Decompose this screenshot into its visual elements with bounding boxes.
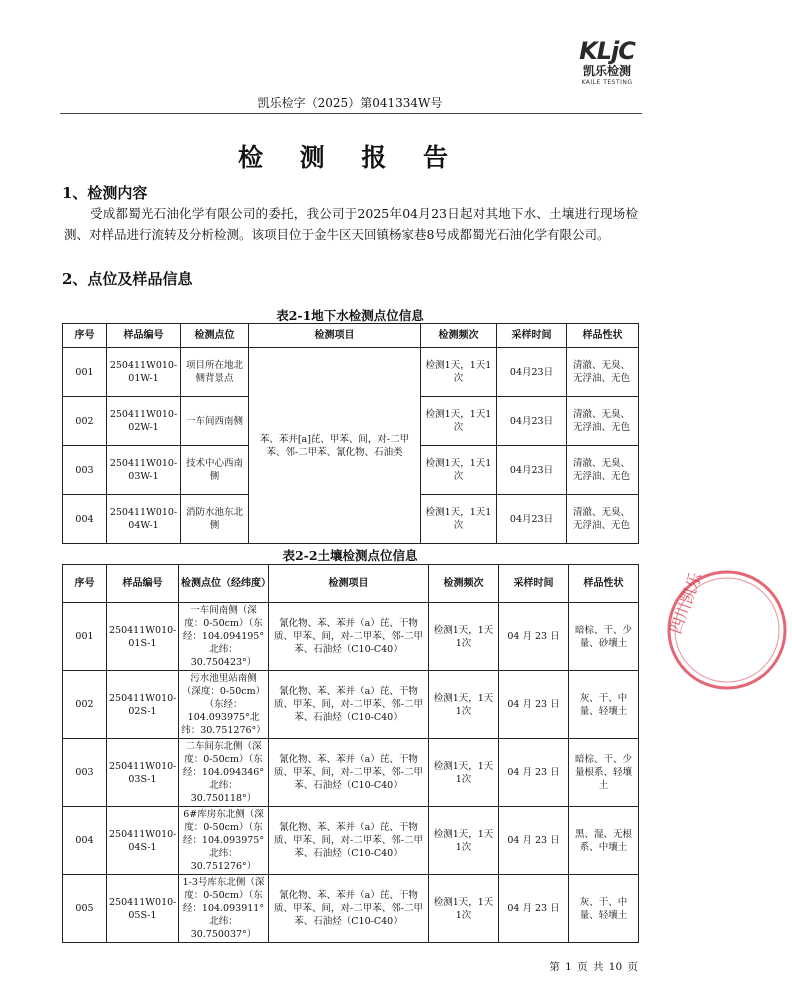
table-2-1-caption: 表2-1地下水检测点位信息 xyxy=(276,308,424,323)
cell-point: 一车间南侧（深度：0-50cm）（东经：104.094195°北纬：30.750423°） xyxy=(179,603,269,671)
cell-property: 清澈、无臭、无浮油、无色 xyxy=(567,495,639,544)
cell-sample-id: 250411W010-05S-1 xyxy=(107,875,179,943)
report-number: 凯乐检字（2025）第041334W号 xyxy=(257,96,443,110)
page-number: 第 1 页 共 10 页 xyxy=(549,961,638,973)
logo-english-name: KAILE TESTING xyxy=(581,79,633,86)
cell-date: 04月23日 xyxy=(497,348,567,397)
cell-frequency: 检测1天，1天1次 xyxy=(429,603,499,671)
cell-property: 暗棕、干、少量根系、轻壤土 xyxy=(569,739,639,807)
cell-no: 001 xyxy=(63,348,107,397)
cell-property: 清澈、无臭、无浮油、无色 xyxy=(567,446,639,495)
header-cell: 检测项目 xyxy=(269,565,429,603)
logo-mark: KLjC xyxy=(579,37,635,65)
cell-point: 6#库房东北侧（深度：0-50cm）（东经：104.093975°北纬：30.751276°） xyxy=(179,807,269,875)
cell-point: 项目所在地北侧背景点 xyxy=(181,348,249,397)
cell-date: 04 月 23 日 xyxy=(499,739,569,807)
cell-sample-id: 250411W010-03W-1 xyxy=(107,446,181,495)
cell-sample-id: 250411W010-02W-1 xyxy=(107,397,181,446)
cell-frequency: 检测1天，1天1次 xyxy=(429,875,499,943)
header-divider xyxy=(60,113,642,114)
cell-frequency: 检测1天，1天1次 xyxy=(429,739,499,807)
header-cell: 检测点位 xyxy=(181,324,249,348)
cell-sample-id: 250411W010-03S-1 xyxy=(107,739,179,807)
cell-property: 灰、干、中量、轻壤土 xyxy=(569,875,639,943)
header-cell: 样品性状 xyxy=(569,565,639,603)
section-2-heading: 2、点位及样品信息 xyxy=(62,270,193,288)
report-title: 检 测 报 告 xyxy=(237,143,463,172)
table-row xyxy=(63,739,639,807)
cell-items: 氰化物、苯、苯并（a）芘、干物质、甲苯、间，对-二甲苯、邻-二甲苯、石油烃（C10-C40） xyxy=(269,671,429,739)
cell-frequency: 检测1天，1天1次 xyxy=(429,807,499,875)
cell-frequency: 检测1天，1天1次 xyxy=(421,397,497,446)
cell-sample-id: 250411W010-04W-1 xyxy=(107,495,181,544)
cell-point: 技术中心西南侧 xyxy=(181,446,249,495)
cell-date: 04月23日 xyxy=(497,446,567,495)
header-cell: 检测频次 xyxy=(429,565,499,603)
seal-text: 四川凯乐 xyxy=(665,569,706,637)
header-cell: 检测点位（经纬度） xyxy=(179,565,269,603)
cell-no: 005 xyxy=(63,875,107,943)
section-1-paragraph: 受成都蜀光石油化学有限公司的委托，我公司于2025年04月23日起对其地下水、土壤进行现场检测、对样品进行流转及分析检测。该项目位于金牛区天回镇杨家巷8号成都蜀光石油化学有限公司。 xyxy=(64,206,638,242)
header-cell: 检测频次 xyxy=(421,324,497,348)
table-2-2-caption: 表2-2土壤检测点位信息 xyxy=(282,548,418,563)
cell-items: 氰化物、苯、苯并（a）芘、干物质、甲苯、间，对-二甲苯、邻-二甲苯、石油烃（C10-C40） xyxy=(269,807,429,875)
logo-chinese-name: 凯乐检测 xyxy=(582,64,631,78)
cell-point: 1-3号库东北侧（深度：0-50cm）（东经：104.093911°北纬：30.750037°） xyxy=(179,875,269,943)
table-row xyxy=(63,671,639,739)
cell-property: 清澈、无臭、无浮油、无色 xyxy=(567,397,639,446)
cell-no: 004 xyxy=(63,807,107,875)
groundwater-table xyxy=(62,323,639,544)
cell-frequency: 检测1天，1天1次 xyxy=(421,348,497,397)
cell-no: 001 xyxy=(63,603,107,671)
cell-sample-id: 250411W010-02S-1 xyxy=(107,671,179,739)
cell-point: 一车间西南侧 xyxy=(181,397,249,446)
cell-point: 消防水池东北侧 xyxy=(181,495,249,544)
cell-point: 污水池里站南侧（深度：0-50cm）（东经：104.093975°北纬：30.751276°） xyxy=(179,671,269,739)
table-header-row xyxy=(63,565,639,603)
cell-frequency: 检测1天，1天1次 xyxy=(429,671,499,739)
company-seal xyxy=(662,565,792,695)
cell-point: 二车间东北侧（深度：0-50cm）（东经：104.094346°北纬：30.750118°） xyxy=(179,739,269,807)
cell-shared-items: 苯、苯并[a]芘、甲苯、间，对-二甲苯、邻-二甲苯、氰化物、石油类 xyxy=(249,348,421,544)
soil-table xyxy=(62,564,639,943)
cell-no: 002 xyxy=(63,397,107,446)
cell-property: 清澈、无臭、无浮油、无色 xyxy=(567,348,639,397)
table-row xyxy=(63,348,639,397)
cell-no: 004 xyxy=(63,495,107,544)
table-row xyxy=(63,807,639,875)
header-cell: 采样时间 xyxy=(499,565,569,603)
cell-frequency: 检测1天，1天1次 xyxy=(421,446,497,495)
cell-no: 003 xyxy=(63,446,107,495)
header-cell: 采样时间 xyxy=(497,324,567,348)
cell-date: 04 月 23 日 xyxy=(499,671,569,739)
cell-no: 002 xyxy=(63,671,107,739)
cell-property: 暗棕、干、少量、砂壤土 xyxy=(569,603,639,671)
company-logo xyxy=(562,38,652,86)
cell-items: 氰化物、苯、苯并（a）芘、干物质、甲苯、间，对-二甲苯、邻-二甲苯、石油烃（C10-C40） xyxy=(269,739,429,807)
cell-date: 04 月 23 日 xyxy=(499,603,569,671)
header-cell: 序号 xyxy=(63,324,107,348)
header-cell: 检测项目 xyxy=(249,324,421,348)
header-cell: 样品性状 xyxy=(567,324,639,348)
cell-date: 04 月 23 日 xyxy=(499,875,569,943)
cell-sample-id: 250411W010-04S-1 xyxy=(107,807,179,875)
cell-date: 04月23日 xyxy=(497,495,567,544)
cell-date: 04 月 23 日 xyxy=(499,807,569,875)
cell-property: 灰、干、中量、轻壤土 xyxy=(569,671,639,739)
table-row xyxy=(63,603,639,671)
section-1-heading: 1、检测内容 xyxy=(62,184,148,202)
cell-frequency: 检测1天，1天1次 xyxy=(421,495,497,544)
cell-sample-id: 250411W010-01S-1 xyxy=(107,603,179,671)
cell-items: 氰化物、苯、苯并（a）芘、干物质、甲苯、间，对-二甲苯、邻-二甲苯、石油烃（C10-C40） xyxy=(269,875,429,943)
cell-items: 氰化物、苯、苯并（a）芘、干物质、甲苯、间，对-二甲苯、邻-二甲苯、石油烃（C10-C40） xyxy=(269,603,429,671)
header-cell: 样品编号 xyxy=(107,324,181,348)
cell-date: 04月23日 xyxy=(497,397,567,446)
cell-sample-id: 250411W010-01W-1 xyxy=(107,348,181,397)
header-cell: 样品编号 xyxy=(107,565,179,603)
header-cell: 序号 xyxy=(63,565,107,603)
table-row xyxy=(63,875,639,943)
table-header-row xyxy=(63,324,639,348)
cell-no: 003 xyxy=(63,739,107,807)
cell-property: 黑、湿、无根系、中壤土 xyxy=(569,807,639,875)
